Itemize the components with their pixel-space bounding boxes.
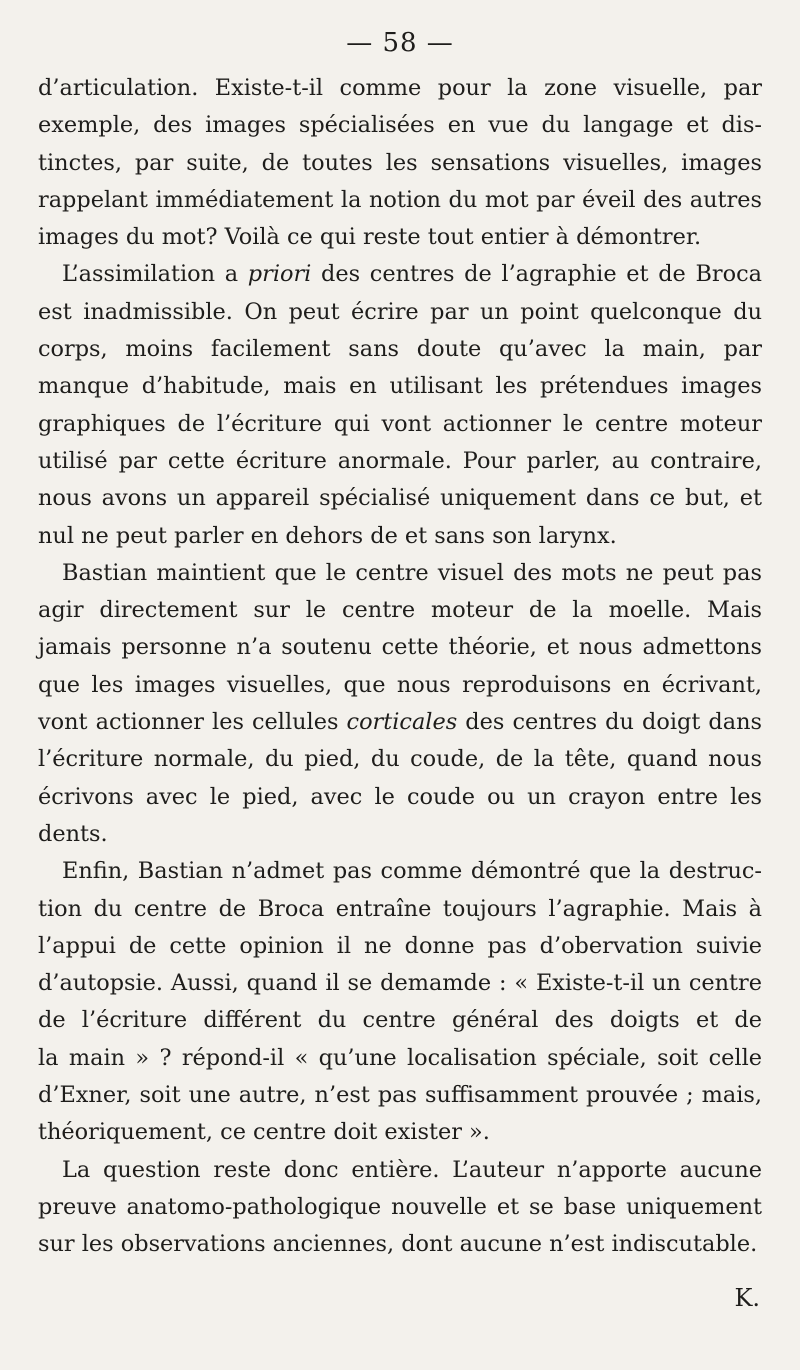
paragraph bbox=[38, 256, 762, 554]
text-line: que les images visuelles, que nous reproduisons en écrivant, bbox=[38, 671, 762, 698]
text-line: graphiques de l’écriture qui vont actionner le centre moteur bbox=[38, 410, 762, 437]
text-line: dents. bbox=[38, 820, 108, 847]
text-line: La question reste donc entière. L’auteur n’apporte aucune bbox=[62, 1156, 762, 1183]
text-line: théoriquement, ce centre doit exister ». bbox=[38, 1119, 490, 1146]
text-line: sur les observations anciennes, dont aucune n’est indiscutable. bbox=[38, 1231, 758, 1258]
text-line: preuve anatomo-pathologique nouvelle et se base uniquement bbox=[38, 1193, 762, 1220]
author-signature: K. bbox=[734, 1284, 760, 1312]
paragraph bbox=[38, 1152, 762, 1264]
text-line: tinctes, par suite, de toutes les sensations visuelles, images bbox=[38, 149, 762, 176]
text-line: nous avons un appareil spécialisé uniquement dans ce but, et bbox=[38, 485, 762, 512]
page-number: — 58 — bbox=[346, 28, 454, 58]
text-line: manque d’habitude, mais en utilisant les prétendues images bbox=[38, 373, 762, 400]
text-line: utilisé par cette écriture anormale. Pour parler, au contraire, bbox=[38, 447, 762, 474]
text-line: tion du centre de Broca entraîne toujours l’agraphie. Mais à bbox=[38, 895, 762, 922]
text-line: la main » ? répond-il « qu’une localisation spéciale, soit celle bbox=[38, 1044, 762, 1071]
text-line: jamais personne n’a soutenu cette théorie, et nous admettons bbox=[38, 634, 762, 661]
text-line: l’écriture normale, du pied, du coude, de la tête, quand nous bbox=[38, 746, 762, 773]
text-line: images du mot? Voilà ce qui reste tout entier à démontrer. bbox=[38, 224, 702, 251]
text-line: vont actionner les cellules corticales des centres du doigt dans bbox=[38, 709, 762, 736]
text-line: L’assimilation a priori des centres de l’agraphie et de Broca bbox=[62, 261, 763, 288]
text-line: corps, moins facilement sans doute qu’avec la main, par bbox=[38, 336, 762, 363]
text-line: exemple, des images spécialisées en vue du langage et dis- bbox=[38, 112, 762, 139]
text-line: d’Exner, soit une autre, n’est pas suffisamment prouvée ; mais, bbox=[38, 1082, 762, 1109]
paragraph bbox=[38, 555, 762, 853]
text-line: nul ne peut parler en dehors de et sans son larynx. bbox=[38, 522, 617, 549]
text-line: de l’écriture différent du centre général des doigts et de bbox=[38, 1007, 762, 1034]
text-line: d’articulation. Existe-t-il comme pour la zone visuelle, par bbox=[38, 75, 762, 101]
document-body bbox=[38, 70, 762, 1264]
text-line: écrivons avec le pied, avec le coude ou un crayon entre les bbox=[38, 783, 762, 810]
paragraph bbox=[38, 70, 762, 256]
text-line: est inadmissible. On peut écrire par un point quelconque du bbox=[38, 298, 762, 325]
paragraph bbox=[38, 853, 762, 1151]
text-line: l’appui de cette opinion il ne donne pas d’obervation suivie bbox=[38, 932, 762, 959]
text-line: agir directement sur le centre moteur de la moelle. Mais bbox=[38, 597, 762, 624]
text-line: d’autopsie. Aussi, quand il se demamde : « Existe-t-il un centre bbox=[38, 970, 762, 997]
text-line: Bastian maintient que le centre visuel des mots ne peut pas bbox=[62, 559, 762, 586]
text-line: Enfin, Bastian n’admet pas comme démontré que la destruc- bbox=[62, 858, 762, 885]
text-line: rappelant immédiatement la notion du mot par éveil des autres bbox=[38, 186, 762, 213]
